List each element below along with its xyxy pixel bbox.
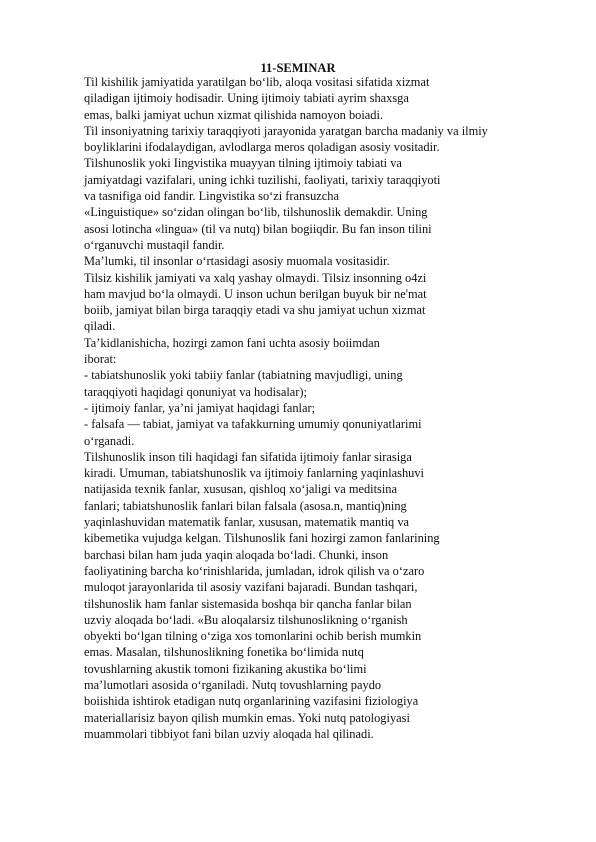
text-line: tilshunoslik ham fanlar sistemasida boshqa bir qancha fanlar bilan	[84, 596, 412, 611]
text-line: Tilsiz kishilik jamiyati va xalq yashay olmaydi. Tilsiz insonning o4zi	[84, 270, 427, 285]
page-title: 11-SEMINAR	[260, 61, 336, 75]
text-line: kibemetika vujudga kelgan. Tilshunoslik fani hozirgi zamon fanlarining	[84, 531, 440, 546]
text-line: muloqot jarayonlarida til asosiy vazifani bajaradi. Bundan tashqari,	[84, 580, 418, 595]
text-line: fanlari; tabiatshunoslik fanlari bilan falsala (asosa.n, mantiq)ning	[84, 498, 407, 513]
text-line: emas, balki jamiyat uchun xizmat qilishida namoyon boiadi.	[84, 107, 384, 122]
text-line: va tasnifiga oid fandir. Lingvistika so‘zi fransuzcha	[84, 189, 339, 204]
text-line: natijasida texnik fanlar, xususan, qishloq xo‘jaligi va meditsina	[84, 482, 397, 497]
text-line: kiradi. Umuman, tabiatshunoslik va ijtimoiy fanlarning yaqinlashuvi	[84, 466, 424, 481]
text-line: jamiyatdagi vazifalari, uning ichki tuzilishi, faoliyati, tarixiy taraqqiyoti	[84, 172, 441, 187]
text-line: iborat:	[84, 352, 117, 367]
text-line: yaqinlashuvidan matematik fanlar, xususan, matematik mantiq va	[84, 515, 410, 530]
text-line: tovushlarning akustik tomoni fizikaning akustika bo‘limi	[84, 661, 367, 676]
text-line: barchasi bilan ham juda yaqin aloqada bo‘ladi. Chunki, inson	[84, 547, 389, 562]
text-line: asosi lotincha «lingua» (til va nutq) bilan bogiiqdir. Bu fan inson tilini	[84, 221, 432, 236]
text-line: - tabiatshunoslik yoki tabiiy fanlar (tabiatning mavjudligi, uning	[84, 368, 403, 383]
body-text	[84, 74, 584, 742]
text-line: Til insoniyatning tarixiy taraqqiyoti jarayonida yaratgan barcha madaniy va ilmiy	[84, 123, 488, 138]
text-line: boiib, jamiyat bilan birga taraqqiy etadi va shu jamiyat uchun xizmat	[84, 303, 426, 318]
text-line: qiladigan ijtimoiy hodisadir. Uning ijtimoiy tabiati ayrim shaxsga	[84, 91, 409, 106]
text-line: taraqqiyoti haqidagi qonuniyat va hodisalar);	[84, 384, 307, 399]
text-line: o‘rganuvchi mustaqil fandir.	[84, 237, 225, 252]
text-line: obyekti bo‘lgan tilning o‘ziga xos tomonlarini ochib berish mumkin	[84, 629, 422, 644]
text-line: boyliklarini ifodalaydigan, avlodlarga meros qoladigan asosiy vositadir.	[84, 140, 440, 155]
text-line: Ta’kidlanishicha, hozirgi zamon fani uchta asosiy boiimdan	[84, 335, 380, 350]
text-line: o‘rganadi.	[84, 433, 135, 448]
text-line: «Linguistique» so‘zidan olingan bo‘lib, tilshunoslik demakdir. Uning	[84, 205, 428, 220]
text-line: Til kishilik jamiyatida yaratilgan bo‘lib, aloqa vositasi sifatida xizmat	[84, 75, 430, 89]
text-line: muammolari tibbiyot fani bilan uzviy aloqada hal qilinadi.	[84, 726, 374, 741]
text-line: uzviy aloqada bo‘ladi. «Bu aloqalarsiz tilshunoslikning o‘rganish	[84, 612, 408, 627]
text-line: Tilshunoslik yoki Iingvistika muayyan tilning ijtimoiy tabiati va	[84, 156, 402, 171]
text-line: qiladi.	[84, 319, 116, 334]
text-line: - falsafa — tabiat, jamiyat va tafakkurning umumiy qonuniyatlarimi	[84, 417, 422, 432]
text-line: materiallarisiz bayon qilish mumkin emas. Yoki nutq patologiyasi	[84, 710, 410, 725]
text-line: faoliyatining barcha ko‘rinishlarida, jumladan, idrok qilish va o‘zaro	[84, 563, 425, 578]
text-line: ham mavjud bo‘la olmaydi. U inson uchun berilgan buyuk bir ne'mat	[84, 286, 427, 301]
text-line: emas. Masalan, tilshunoslikning fonetika bo‘limida nutq	[84, 645, 364, 660]
text-line: Ma’lumki, til insonlar o‘rtasidagi asosiy muomala vositasidir.	[84, 254, 390, 269]
text-line: - ijtimoiy fanlar, ya’ni jamiyat haqidagi fanlar;	[84, 400, 316, 415]
text-line: ma’lumotlari asosida o‘rganiladi. Nutq tovushlarning paydo	[84, 677, 382, 692]
text-line: boiishida ishtirok etadigan nutq organlarining vazifasini fiziologiya	[84, 694, 419, 709]
text-line: Tilshunoslik inson tili haqidagi fan sifatida ijtimoiy fanlar sirasiga	[84, 449, 412, 464]
